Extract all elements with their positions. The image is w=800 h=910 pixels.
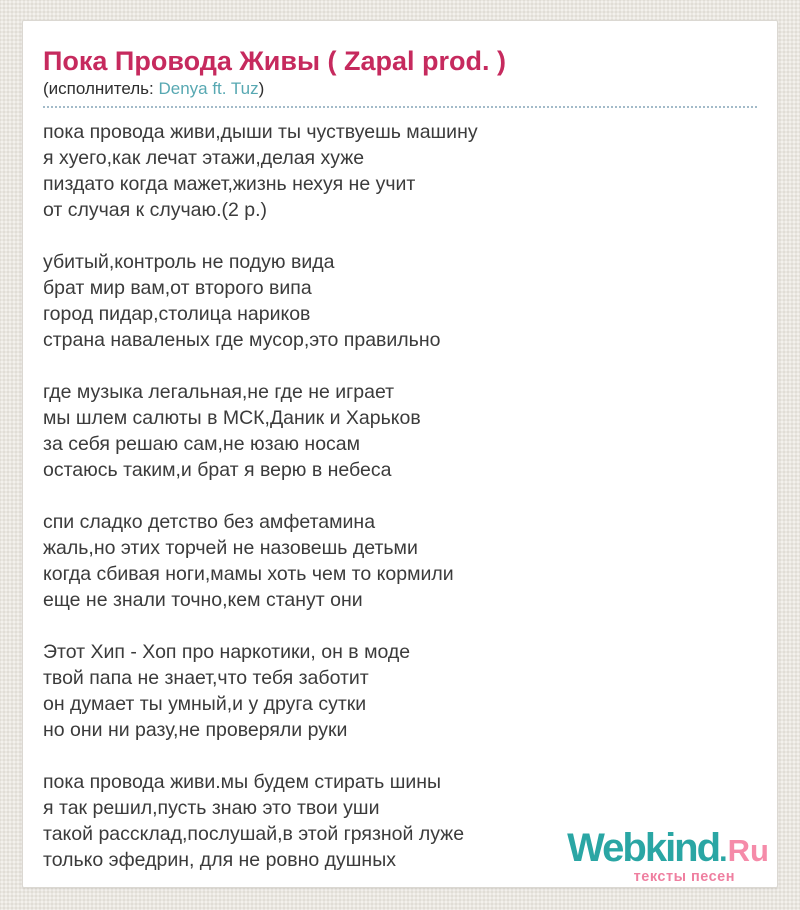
lyrics-line: я хуего,как лечат этажи,делая хуже [43,147,365,169]
lyrics-stanza [43,119,757,223]
lyrics-line: жаль,но этих торчей не назовешь детьми [43,537,418,559]
lyrics-line: но они ни разу,не проверяли руки [43,719,348,741]
lyrics-line: Этот Хип - Хоп про наркотики, он в моде [43,641,411,663]
lyrics-line: он думает ты умный,и у друга сутки [43,693,367,715]
artist-line [43,79,757,106]
lyrics-text [43,119,757,873]
lyrics-stanza [43,639,757,743]
lyrics-line: только эфедрин, для не ровно душных [43,849,396,871]
lyrics-card [22,20,778,888]
lyrics-line: убитый,контроль не подую вида [43,251,335,273]
lyrics-line: я так решил,пусть знаю это твои уши [43,797,380,819]
lyrics-stanza [43,249,757,353]
lyrics-line: пиздато когда мажет,жизнь нехуя не учит [43,173,416,195]
logo-ru-text: Ru [727,833,769,868]
logo-tagline: тексты песен [633,869,735,885]
dotted-separator [43,106,757,108]
lyrics-line: твой папа не знает,что тебя заботит [43,667,369,689]
lyrics-line: где музыка легальная,не где не играет [43,381,395,403]
lyrics-line: пока провода живи,дыши ты чуствуешь машину [43,121,478,143]
lyrics-line: такой рассклад,послушай,в этой грязной луже [43,823,465,845]
artist-label-prefix: (исполнитель: [43,79,159,98]
lyrics-line: спи сладко детство без амфетамина [43,511,376,533]
lyrics-line: когда сбивая ноги,мамы хоть чем то кормили [43,563,454,585]
lyrics-stanza [43,509,757,613]
artist-link[interactable]: Denya ft. Tuz [158,79,259,98]
webkind-logo[interactable] [567,826,769,885]
artist-label-suffix: ) [258,79,265,98]
logo-dot-text: . [719,833,728,868]
lyrics-line: город пидар,столица нариков [43,303,311,325]
lyrics-line: мы шлем салюты в МСК,Даник и Харьков [43,407,421,429]
lyrics-line: от случая к случаю.(2 р.) [43,199,268,221]
lyrics-line: еще не знали точно,кем станут они [43,589,363,611]
lyrics-line: пока провода живи.мы будем стирать шины [43,771,442,793]
logo-webkind-text: Webkind [567,826,720,870]
lyrics-line: остаюсь таким,и брат я верю в небеса [43,459,392,481]
lyrics-line: страна наваленых где мусор,это правильно [43,329,441,351]
lyrics-line: брат мир вам,от второго випа [43,277,312,299]
lyrics-line: за себя решаю сам,не юзаю носам [43,433,361,455]
lyrics-stanza [43,379,757,483]
song-title: Пока Провода Живы ( Zapal prod. ) [43,46,507,76]
